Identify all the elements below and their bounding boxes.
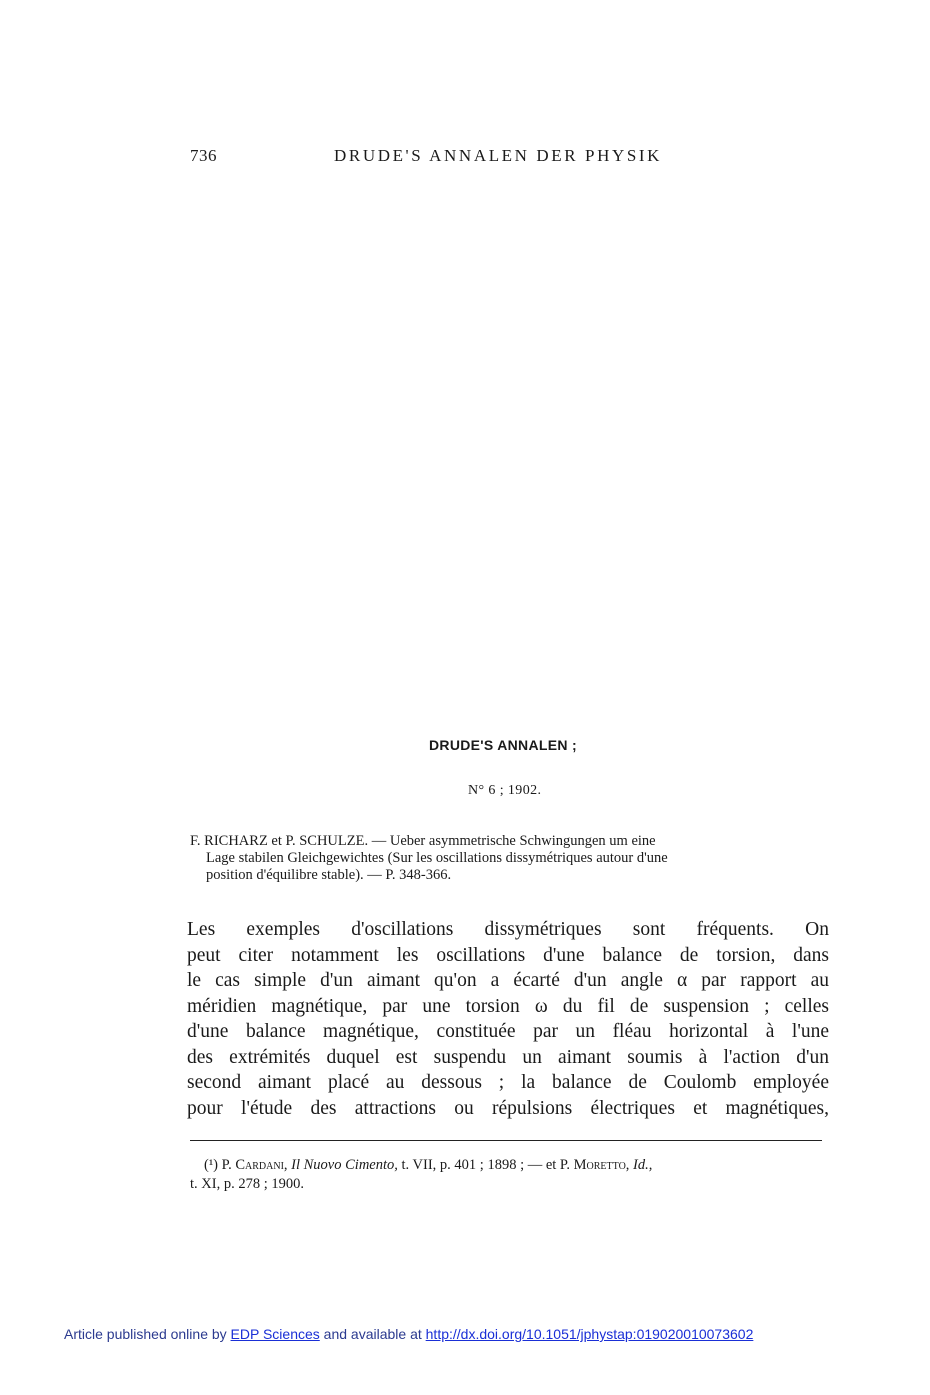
footnote-divider (190, 1140, 822, 1141)
publication-footer (64, 1326, 753, 1342)
publisher-link[interactable]: EDP Sciences (230, 1326, 320, 1342)
body-line: peut citer notamment les oscillations d'une balance de torsion, dans (187, 944, 829, 966)
section-title: DRUDE'S ANNALEN ; (429, 737, 577, 753)
reference-line: Lage stabilen Gleichgewichtes (Sur les oscillations dissymétriques autour d'une (206, 850, 668, 866)
body-line: Les exemples d'oscillations dissymétriques sont fréquents. On (187, 919, 829, 940)
body-line: pour l'étude des attractions ou répulsions électriques et magnétiques, (187, 1097, 829, 1119)
body-line: second aimant placé au dessous ; la balance de Coulomb employée (187, 1072, 829, 1093)
body-line: d'une balance magnétique, constituée par un fléau horizontal à l'une (187, 1021, 829, 1042)
footnote-citation: t. VII, p. 401 ; 1898 ; — et P. (401, 1157, 571, 1173)
issue-number: N° 6 ; 1902. (468, 783, 542, 798)
running-header: DRUDE'S ANNALEN DER PHYSIK (334, 146, 663, 165)
page-number: 736 (190, 146, 217, 165)
footnote-line: t. XI, p. 278 ; 1900. (190, 1176, 304, 1192)
footnote-author: Moretto, (573, 1157, 630, 1173)
body-line: des extrémités duquel est suspendu un aimant soumis à l'action d'un (187, 1046, 829, 1068)
body-line: le cas simple d'un aimant qu'on a écarté d'un angle α par rapport au (187, 970, 829, 991)
footnote-journal: Il Nuovo Cimento, (291, 1157, 398, 1173)
footnote-marker: (¹) (204, 1157, 219, 1173)
reference-line: position d'équilibre stable). — P. 348-366. (206, 867, 452, 883)
footnote-author: P. Cardani, (221, 1157, 288, 1173)
reference-line: F. RICHARZ et P. SCHULZE. — Ueber asymmetrische Schwingungen um eine (190, 833, 656, 849)
footer-middle: and available at (323, 1326, 422, 1342)
footnote (190, 1156, 830, 1194)
footer-prefix: Article published online by (64, 1326, 227, 1342)
body-text (187, 917, 829, 1121)
doi-link[interactable]: http://dx.doi.org/10.1051/jphystap:019020010073602 (425, 1326, 754, 1342)
footnote-journal: Id., (633, 1157, 653, 1173)
article-reference (190, 833, 828, 884)
body-line: méridien magnétique, par une torsion ω du fil de suspension ; celles (187, 995, 829, 1017)
footnote-line (190, 1156, 830, 1175)
